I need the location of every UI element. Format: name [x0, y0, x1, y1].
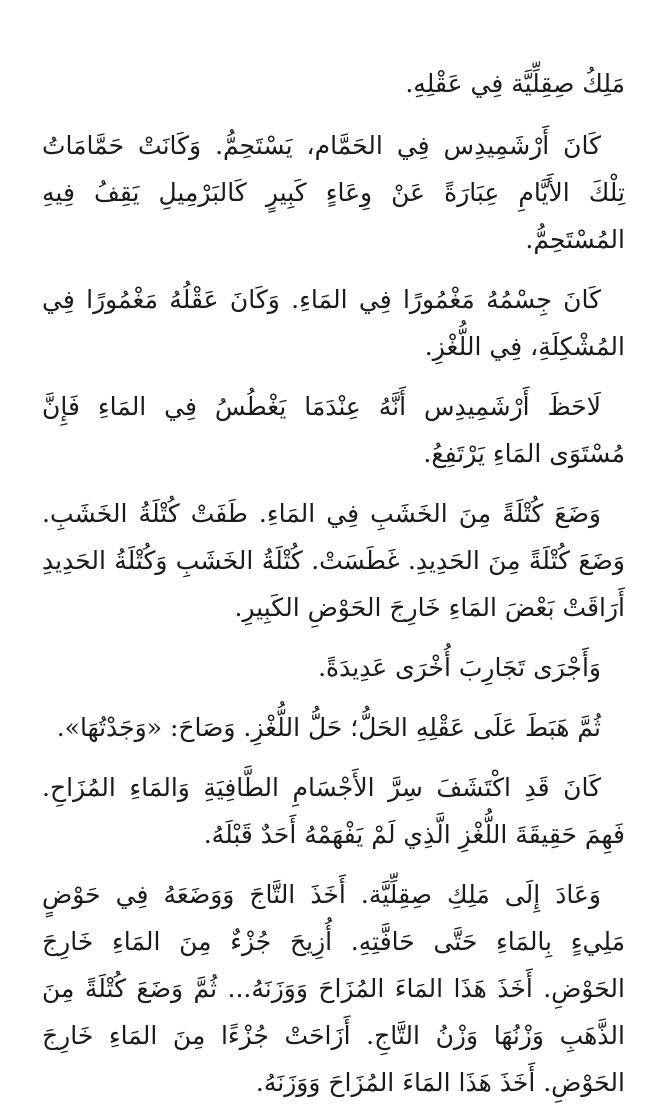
paragraph-3: كَانَ جِسْمُهُ مَغْمُورًا فِي المَاءِ. وَكَانَ عَقْلُهُ مَغْمُورًا فِي المُشْكِلَةِ، فِي اللُّغْزِ.	[42, 285, 625, 361]
paragraph-4: لَاحَظَ أَرْشَمِيدِس أَنَّهُ عِنْدَمَا يَغْطُسُ فِي المَاءِ فَإِنَّ مُسْتَوَى المَاءِ يَرْتَفِعُ.	[42, 392, 625, 468]
story-page	[42, 60, 625, 1119]
paragraph-1: مَلِكُ صِقِلِّيَّة فِي عَقْلِهِ.	[405, 69, 625, 98]
paragraph-8: كَانَ قَدِ اكْتَشَفَ سِرَّ الأَجْسَامِ الطَّافِيَةِ وَالمَاءِ المُزَاحِ. فَهِمَ حَقِيقَةَ اللُّغْزِ الَّذِي لَمْ يَفْهَمْهُ أَحَدٌ قَبْلَهُ.	[42, 773, 625, 849]
paragraph-5: وَضَعَ كُتْلَةً مِنَ الخَشَبِ فِي المَاءِ. طَفَتْ كُتْلَةُ الخَشَبِ. وَضَعَ كُتْلَةً مِنَ الحَدِيدِ. غَطَسَتْ. كُتْلَةُ الخَشَبِ وَكُتْلَةُ الحَدِيدِ أَرَاقَتْ بَعْضَ المَاءِ خَارِجَ الحَوْضِ الكَبِيرِ.	[42, 499, 625, 622]
paragraph-7: ثُمَّ هَبَطَ عَلَى عَقْلِهِ الحَلُّ؛ حَلُّ اللُّغْزِ. وَصَاحَ: «وَجَدْتُهَا».	[56, 713, 601, 742]
paragraph-9: وَعَادَ إِلَى مَلِكِ صِقِلِّيَّة. أَخَذَ التَّاجَ وَوَضَعَهُ فِي حَوْضٍ مَلِيءٍ بِالمَاءِ حَتَّى حَافَّتِهِ. أُزِيحَ جُزْءٌ مِنَ المَاءِ خَارِجَ الحَوْضِ. أَخَذَ هَذَا المَاءَ المُزَاحَ وَوَزَنَهُ... ثُمَّ وَضَعَ كُتْلَةً مِنَ الذَّهَبِ وَزْنُهَا وَزْنُ التَّاجِ. أَزَاحَتْ جُزْءًا مِنَ المَاءِ خَارِجَ الحَوْضِ. أَخَذَ هَذَا المَاءَ المُزَاحَ وَوَزَنَهُ.	[42, 880, 625, 1097]
paragraph-2: كَانَ أَرْشَمِيدِس فِي الحَمَّام، يَسْتَحِمُّ. وَكَانَتْ حَمَّامَاتُ تِلْكَ الأَيَّامِ عِبَارَةً عَنْ وِعَاءٍ كَبِيرٍ كَالبَرْمِيلِ يَقِفُ فِيهِ المُسْتَحِمُّ.	[42, 131, 625, 254]
paragraph-6: وَأَجْرَى تَجَارِبَ أُخْرَى عَدِيدَةً.	[318, 653, 601, 682]
